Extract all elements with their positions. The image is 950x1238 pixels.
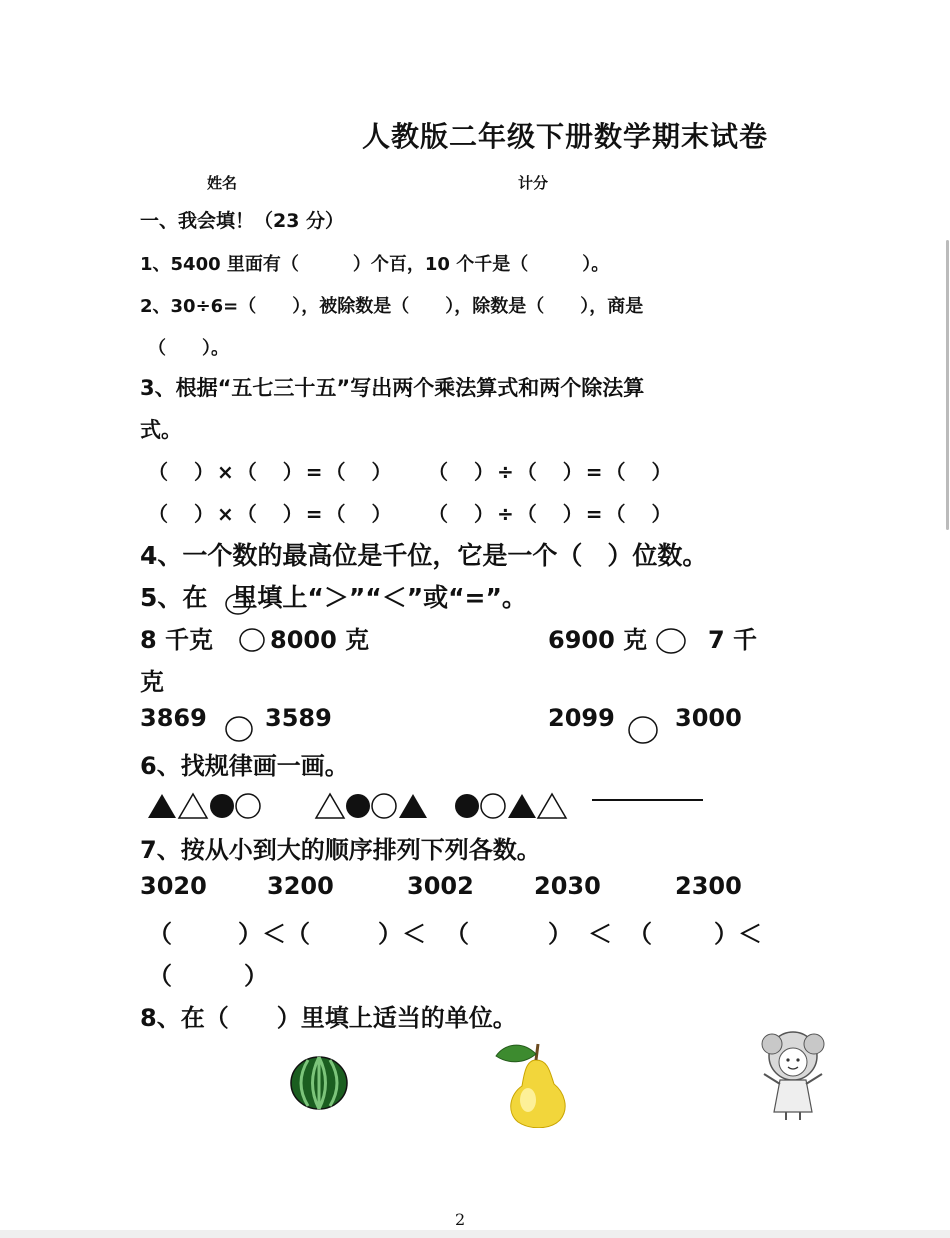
q5-a-left: 8 千克 xyxy=(140,626,214,654)
question-1: 1、5400 里面有（ ）个百，10 个千是（ ）。 xyxy=(140,254,610,275)
question-3-line1: 3、根据“五七三十五”写出两个乘法算式和两个除法算 xyxy=(140,376,645,400)
q7-paren: ）＜（ xyxy=(238,920,310,948)
q7-paren: ）＜ xyxy=(714,920,762,948)
question-6: 6、找规律画一画。 xyxy=(140,752,349,780)
watermelon-icon xyxy=(288,1054,350,1112)
question-4: 4、一个数的最高位是千位，它是一个（ ）位数。 xyxy=(140,541,708,570)
q5-c-left: 3869 xyxy=(140,704,207,732)
q7-number-4: 2030 xyxy=(534,872,601,900)
pattern-row xyxy=(145,790,715,822)
q7-number-2: 3200 xyxy=(267,872,334,900)
q5-b-wrap: 克 xyxy=(140,668,164,696)
q3-row1-multiply: （ ）×（ ）=（ ） xyxy=(148,460,395,484)
page-title: 人教版二年级下册数学期末试卷 xyxy=(362,120,769,153)
page-bottom-edge xyxy=(0,1230,950,1238)
compare-circle-icon xyxy=(238,627,266,653)
question-7: 7、按从小到大的顺序排列下列各数。 xyxy=(140,836,541,864)
compare-circle-icon xyxy=(655,627,687,655)
q7-paren: （ xyxy=(628,920,652,948)
q7-number-1: 3020 xyxy=(140,872,207,900)
q5-d-left: 2099 xyxy=(548,704,615,732)
q7-number-3: 3002 xyxy=(407,872,474,900)
q5-b-left: 6900 克 xyxy=(548,626,648,654)
question-2-line2: （ ）。 xyxy=(148,338,229,359)
q7-paren: ＜ xyxy=(588,920,612,948)
q5-a-right: 8000 克 xyxy=(270,626,370,654)
q3-row1-divide: （ ）÷（ ）=（ ） xyxy=(428,460,675,484)
question-5: 5、在 里填上“＞”“＜”或“=”。 xyxy=(140,583,527,612)
q7-number-5: 2300 xyxy=(675,872,742,900)
q3-row2-divide: （ ）÷（ ）=（ ） xyxy=(428,502,675,526)
girl-icon xyxy=(750,1030,836,1122)
q5-b-right: 7 千 xyxy=(708,626,758,654)
name-label: 姓名 xyxy=(207,174,238,192)
q7-paren: ）＜ xyxy=(378,920,426,948)
compare-circle-icon xyxy=(627,715,659,745)
section-heading: 一、我会填！（23 分） xyxy=(140,210,345,232)
compare-circle-icon xyxy=(224,715,254,743)
q7-paren: （ xyxy=(445,920,469,948)
q5-d-right: 3000 xyxy=(675,704,742,732)
question-3-line2: 式。 xyxy=(140,418,182,442)
q7-paren: ） xyxy=(548,920,572,948)
q7-row2: （ ） xyxy=(148,962,268,990)
pear-icon xyxy=(492,1034,574,1128)
score-label: 计分 xyxy=(518,174,549,192)
page-number: 2 xyxy=(455,1210,466,1229)
q3-row2-multiply: （ ）×（ ）=（ ） xyxy=(148,502,395,526)
q7-paren: （ xyxy=(148,920,172,948)
q5-c-right: 3589 xyxy=(265,704,332,732)
question-2-line1: 2、30÷6=（ ），被除数是（ ），除数是（ ），商是 xyxy=(140,296,644,317)
question-8: 8、在（ ）里填上适当的单位。 xyxy=(140,1004,517,1032)
compare-circle-icon xyxy=(224,592,252,616)
scrollbar[interactable] xyxy=(946,240,949,530)
